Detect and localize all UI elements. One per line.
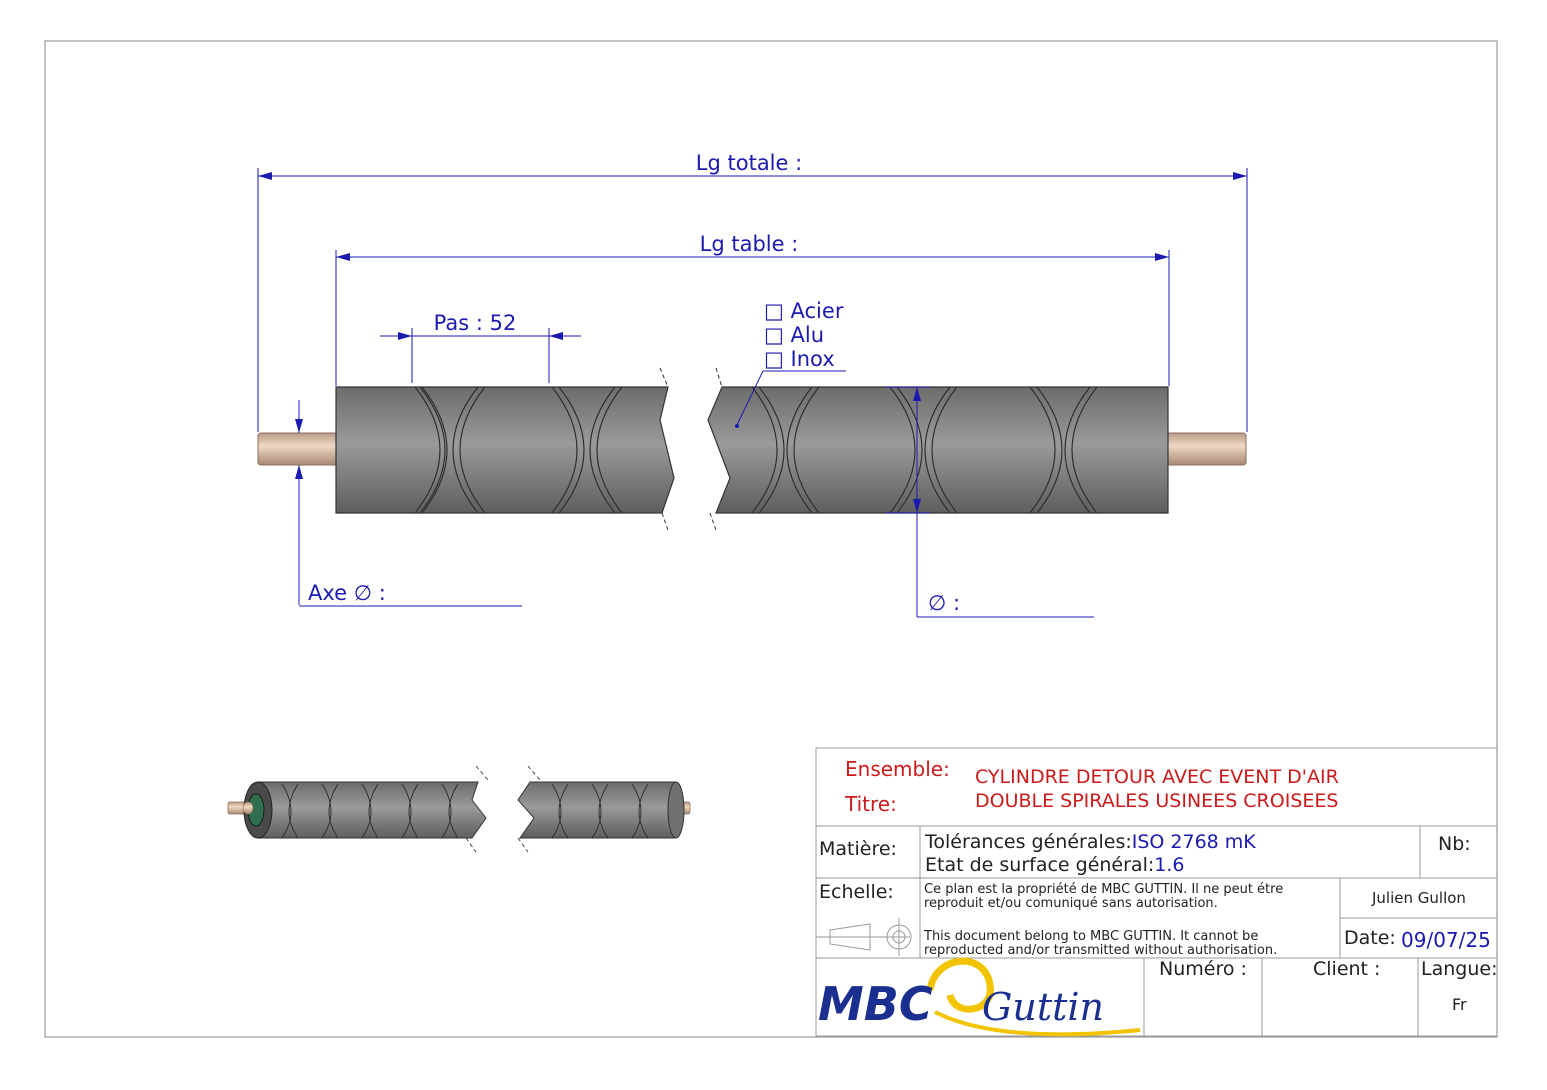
material-alu: □ Alu bbox=[764, 323, 825, 347]
notice-en: This document belong to MBC GUTTIN. It cannot be reproducted and/or transmitted without authorisation. bbox=[924, 929, 1278, 958]
roller-iso-view bbox=[228, 766, 690, 852]
break-lines bbox=[660, 368, 722, 530]
diameter-label: ∅ : bbox=[928, 591, 961, 615]
tolerances-label: Tolérances générales: bbox=[925, 831, 1132, 853]
axe-diameter-label: Axe ∅ : bbox=[308, 581, 386, 605]
roller-body-left bbox=[336, 387, 674, 513]
date-label: Date: bbox=[1344, 927, 1396, 949]
projection-symbol bbox=[816, 918, 911, 956]
titre-label: Titre: bbox=[845, 792, 897, 816]
title-line-1: CYLINDRE DETOUR AVEC EVENT D'AIR bbox=[975, 766, 1339, 788]
client-label: Client : bbox=[1313, 958, 1381, 980]
langue-label: Langue: bbox=[1421, 958, 1498, 980]
lg-totale-label: Lg totale : bbox=[695, 151, 803, 175]
right-shaft bbox=[1166, 433, 1246, 465]
matiere-label: Matière: bbox=[819, 838, 897, 860]
roller-main-view bbox=[258, 368, 1246, 530]
langue-value: Fr bbox=[1452, 995, 1467, 1014]
tolerances-value: ISO 2768 mK bbox=[1131, 831, 1256, 853]
nb-label: Nb: bbox=[1438, 833, 1471, 855]
echelle-label: Echelle: bbox=[819, 881, 894, 903]
left-shaft bbox=[258, 433, 338, 465]
surface-label: Etat de surface général: bbox=[925, 854, 1155, 876]
ensemble-label: Ensemble: bbox=[845, 757, 950, 781]
material-acier: □ Acier bbox=[764, 299, 844, 323]
logo-script: Guttin bbox=[982, 985, 1104, 1029]
leader-dot bbox=[735, 424, 739, 428]
numero-label: Numéro : bbox=[1159, 958, 1247, 980]
tolerances-row bbox=[925, 833, 1256, 852]
surface-value: 1.6 bbox=[1154, 854, 1185, 876]
notice-fr: Ce plan est la propriété de MBC GUTTIN. Il ne peut étre reproduit et/ou comuniqué sans autorisation. bbox=[924, 882, 1284, 911]
surface-row bbox=[925, 856, 1184, 875]
lg-table-label: Lg table : bbox=[699, 232, 799, 256]
material-inox: □ Inox bbox=[764, 347, 835, 371]
date-value: 09/07/25 bbox=[1401, 928, 1491, 952]
mbc-guttin-logo bbox=[818, 961, 1140, 1034]
author: Julien Gullon bbox=[1372, 889, 1466, 907]
pas-label: Pas : 52 bbox=[433, 311, 517, 335]
title-line-2: DOUBLE SPIRALES USINEES CROISEES bbox=[975, 790, 1339, 812]
logo-text: MBC bbox=[818, 977, 933, 1031]
